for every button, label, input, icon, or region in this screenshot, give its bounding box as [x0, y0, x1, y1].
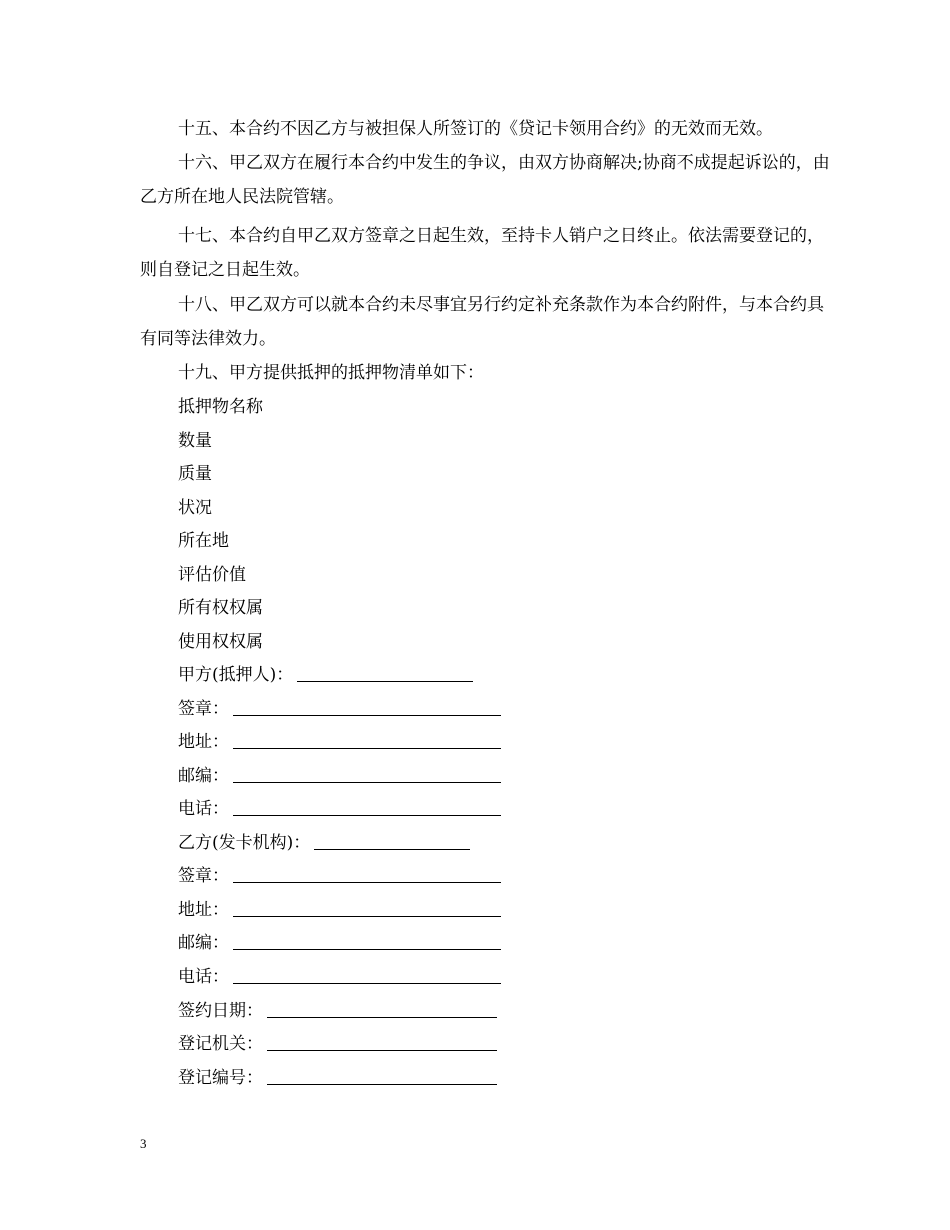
party-a-signature-blank[interactable] — [233, 714, 501, 716]
registration-number-blank[interactable] — [267, 1083, 497, 1085]
party-a-address-blank[interactable] — [233, 747, 501, 749]
party-b-title-row — [178, 827, 470, 861]
party-a-phone-blank[interactable] — [233, 814, 501, 816]
collateral-item: 使用权权属 — [178, 632, 263, 652]
party-b-postcode-blank[interactable] — [233, 948, 501, 950]
party-a-blank[interactable] — [297, 680, 473, 682]
closing-field-row — [178, 1062, 497, 1096]
party-b-address-blank[interactable] — [233, 915, 501, 917]
collateral-item: 状况 — [178, 498, 212, 518]
party-b-field-label: 签章： — [178, 866, 229, 886]
party-b-title: 乙方(发卡机构)： — [178, 833, 311, 853]
party-b-field-label: 邮编： — [178, 933, 229, 953]
collateral-item: 所在地 — [178, 531, 229, 551]
closing-field-row — [178, 995, 497, 1029]
clause-17: 十七、本合约自甲乙双方签章之日起生效，至持卡人销户之日终止。依法需要登记的，则自登记之日起生效。 — [140, 226, 824, 280]
page-number: 3 — [140, 1136, 147, 1151]
collateral-item: 所有权权属 — [178, 598, 263, 618]
party-a-title: 甲方(抵押人)： — [178, 665, 294, 685]
party-b-field-label: 电话： — [178, 967, 229, 987]
clause-16: 十六、甲乙双方在履行本合约中发生的争议，由双方协商解决;协商不成提起诉讼的，由乙方所在地人民法院管辖。 — [140, 153, 830, 207]
party-a-field-label: 电话： — [178, 799, 229, 819]
collateral-item: 抵押物名称 — [178, 397, 263, 417]
signing-date-label: 签约日期： — [178, 1001, 263, 1021]
party-b-field-label: 地址： — [178, 900, 229, 920]
clause-18: 十八、甲乙双方可以就本合约未尽事宜另行约定补充条款作为本合约附件，与本合约具有同等法律效力。 — [140, 295, 824, 349]
registration-number-label: 登记编号： — [178, 1068, 263, 1088]
party-a-postcode-blank[interactable] — [233, 781, 501, 783]
party-a-field-row — [178, 693, 501, 727]
party-b-signature-blank[interactable] — [233, 881, 501, 883]
registration-authority-label: 登记机关： — [178, 1034, 263, 1054]
party-a-field-label: 签章： — [178, 699, 229, 719]
collateral-item: 评估价值 — [178, 565, 246, 585]
clause-19: 十九、甲方提供抵押的抵押物清单如下： — [178, 363, 484, 383]
signing-date-blank[interactable] — [267, 1016, 497, 1018]
clause-15: 十五、本合约不因乙方与被担保人所签订的《贷记卡领用合约》的无效而无效。 — [178, 119, 773, 139]
party-a-field-label: 地址： — [178, 732, 229, 752]
party-b-blank[interactable] — [314, 848, 470, 850]
party-a-field-label: 邮编： — [178, 766, 229, 786]
closing-field-row — [178, 1028, 497, 1062]
party-b-field-row — [178, 961, 501, 995]
party-b-field-row — [178, 927, 501, 961]
collateral-item: 质量 — [178, 464, 212, 484]
party-b-field-row — [178, 860, 501, 894]
party-a-field-row — [178, 726, 501, 760]
party-b-field-row — [178, 894, 501, 928]
collateral-item: 数量 — [178, 431, 212, 451]
registration-authority-blank[interactable] — [267, 1049, 497, 1051]
party-a-title-row — [178, 659, 473, 693]
party-b-phone-blank[interactable] — [233, 982, 501, 984]
party-a-field-row — [178, 793, 501, 827]
party-a-field-row — [178, 760, 501, 794]
